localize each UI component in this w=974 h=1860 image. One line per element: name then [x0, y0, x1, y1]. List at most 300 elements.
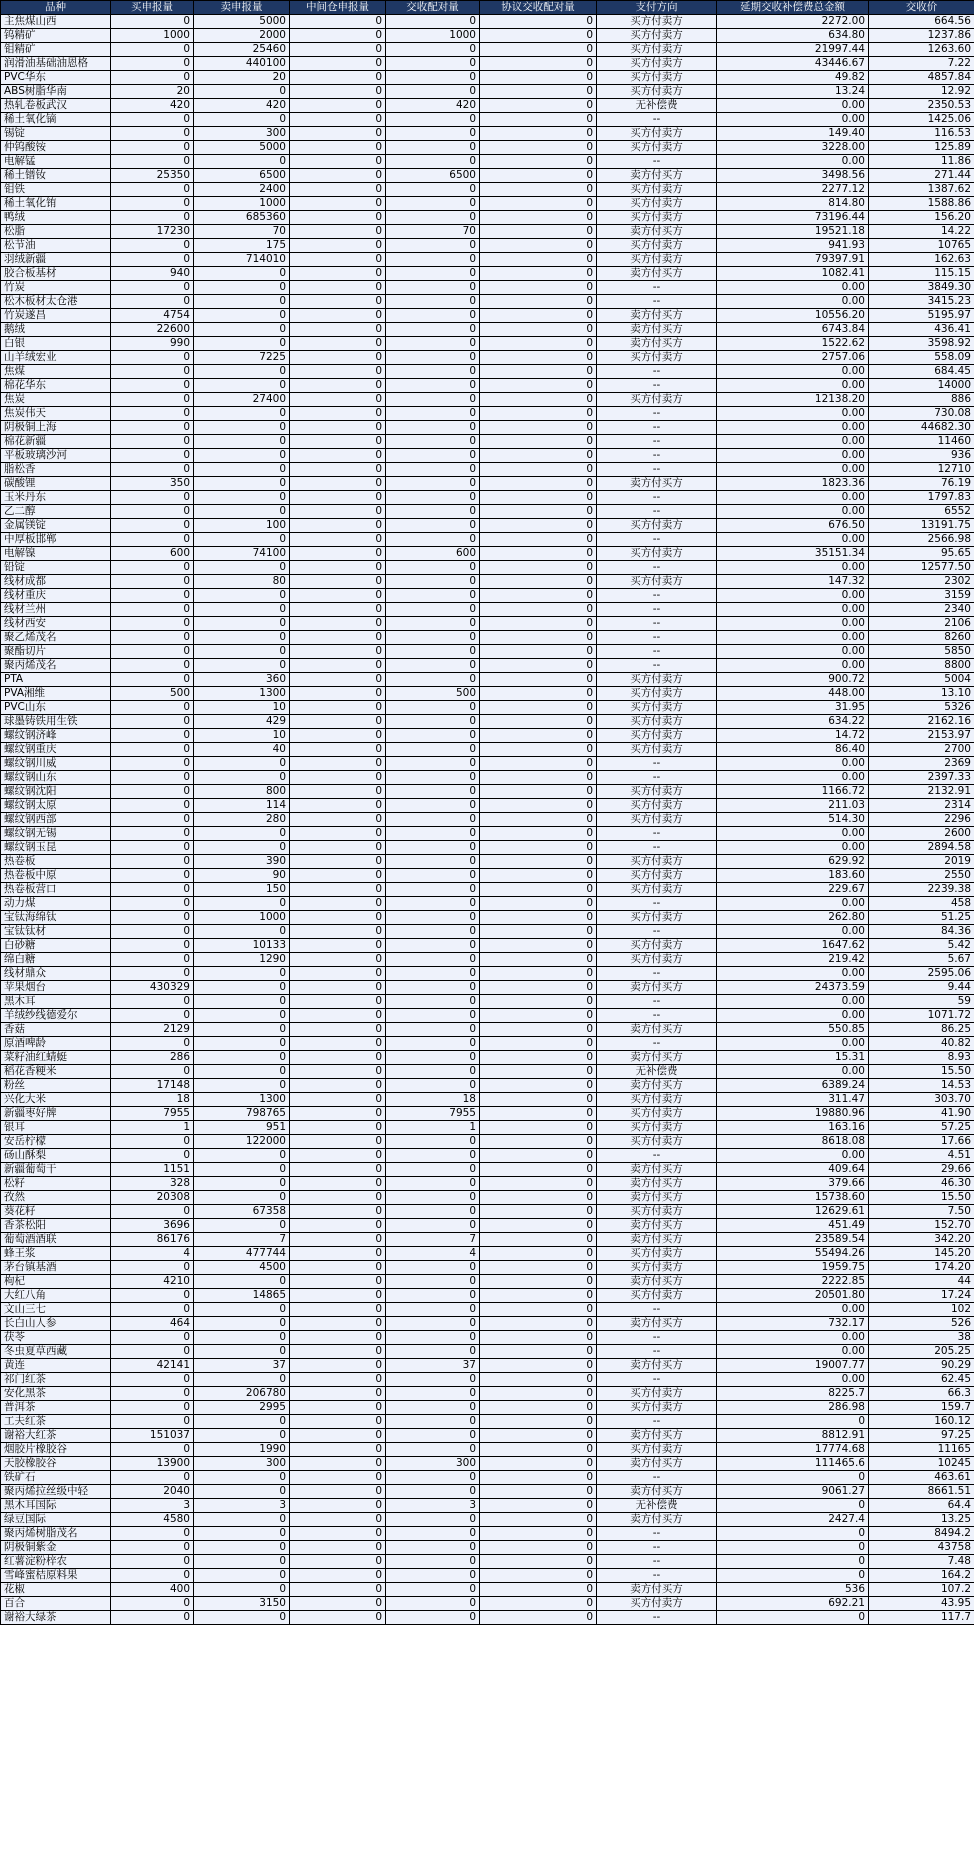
table-row — [1, 1303, 974, 1317]
cell-delivery-matched: 0 — [386, 505, 480, 519]
cell-buy-declared: 500 — [111, 687, 194, 701]
cell-variety: 粉丝 — [1, 1079, 111, 1093]
table-row — [1, 211, 974, 225]
table-body — [1, 15, 974, 1625]
cell-delivery-price: 2397.33 — [869, 771, 974, 785]
cell-buy-declared: 0 — [111, 1569, 194, 1583]
cell-delivery-matched: 4 — [386, 1247, 480, 1261]
cell-sell-declared: 0 — [194, 1219, 290, 1233]
cell-variety: 谢裕大红茶 — [1, 1429, 111, 1443]
cell-compensation-total: 0.00 — [717, 533, 869, 547]
cell-sell-declared: 7 — [194, 1233, 290, 1247]
cell-variety: 宝钛海绵钛 — [1, 911, 111, 925]
cell-sell-declared: 0 — [194, 85, 290, 99]
cell-buy-declared: 0 — [111, 911, 194, 925]
cell-variety: 黄连 — [1, 1359, 111, 1373]
table-row — [1, 1569, 974, 1583]
cell-compensation-total: 10556.20 — [717, 309, 869, 323]
cell-agreement-matched: 0 — [480, 1555, 597, 1569]
cell-intermediate-declared: 0 — [290, 519, 386, 533]
cell-delivery-price: 5004 — [869, 673, 974, 687]
cell-payment-direction: 买方付卖方 — [597, 1135, 717, 1149]
cell-agreement-matched: 0 — [480, 127, 597, 141]
cell-payment-direction: 买方付卖方 — [597, 1289, 717, 1303]
cell-delivery-price: 1797.83 — [869, 491, 974, 505]
cell-delivery-matched: 0 — [386, 603, 480, 617]
cell-variety: 聚酯切片 — [1, 645, 111, 659]
cell-delivery-price: 3598.92 — [869, 337, 974, 351]
cell-agreement-matched: 0 — [480, 267, 597, 281]
cell-variety: 螺纹钢川威 — [1, 757, 111, 771]
cell-sell-declared: 74100 — [194, 547, 290, 561]
cell-variety: 线材鼎众 — [1, 967, 111, 981]
cell-delivery-matched: 0 — [386, 1401, 480, 1415]
cell-variety: 螺纹钢太原 — [1, 799, 111, 813]
cell-sell-declared: 0 — [194, 323, 290, 337]
cell-intermediate-declared: 0 — [290, 855, 386, 869]
cell-variety: 花椒 — [1, 1583, 111, 1597]
cell-sell-declared: 206780 — [194, 1387, 290, 1401]
cell-payment-direction: 卖方付买方 — [597, 1079, 717, 1093]
cell-sell-declared: 0 — [194, 1611, 290, 1625]
cell-variety: 螺纹钢济峰 — [1, 729, 111, 743]
cell-compensation-total: 8225.7 — [717, 1387, 869, 1401]
cell-agreement-matched: 0 — [480, 1527, 597, 1541]
cell-intermediate-declared: 0 — [290, 561, 386, 575]
cell-delivery-matched: 0 — [386, 197, 480, 211]
cell-compensation-total: 0.00 — [717, 603, 869, 617]
cell-variety: 黑木耳国际 — [1, 1499, 111, 1513]
cell-compensation-total: 0.00 — [717, 113, 869, 127]
cell-sell-declared: 122000 — [194, 1135, 290, 1149]
table-row — [1, 1457, 974, 1471]
table-row — [1, 351, 974, 365]
cell-sell-declared: 150 — [194, 883, 290, 897]
cell-buy-declared: 0 — [111, 1065, 194, 1079]
cell-variety: 竹炭 — [1, 281, 111, 295]
cell-sell-declared: 0 — [194, 1317, 290, 1331]
cell-compensation-total: 13.24 — [717, 85, 869, 99]
cell-compensation-total: 0.00 — [717, 897, 869, 911]
cell-payment-direction: -- — [597, 463, 717, 477]
cell-agreement-matched: 0 — [480, 1219, 597, 1233]
cell-delivery-matched: 0 — [386, 267, 480, 281]
cell-intermediate-declared: 0 — [290, 225, 386, 239]
cell-intermediate-declared: 0 — [290, 295, 386, 309]
cell-delivery-price: 107.2 — [869, 1583, 974, 1597]
cell-intermediate-declared: 0 — [290, 1331, 386, 1345]
cell-sell-declared: 5000 — [194, 141, 290, 155]
table-row — [1, 267, 974, 281]
cell-compensation-total: 1823.36 — [717, 477, 869, 491]
cell-variety: 钨精矿 — [1, 29, 111, 43]
table-row — [1, 1429, 974, 1443]
cell-delivery-price: 4.51 — [869, 1149, 974, 1163]
table-row — [1, 85, 974, 99]
cell-variety: 脂松香 — [1, 463, 111, 477]
cell-payment-direction: 买方付卖方 — [597, 197, 717, 211]
cell-sell-declared: 685360 — [194, 211, 290, 225]
cell-sell-declared: 1000 — [194, 911, 290, 925]
cell-sell-declared: 300 — [194, 1457, 290, 1471]
cell-delivery-matched: 0 — [386, 1289, 480, 1303]
cell-delivery-matched: 0 — [386, 1261, 480, 1275]
cell-agreement-matched: 0 — [480, 1275, 597, 1289]
cell-buy-declared: 0 — [111, 379, 194, 393]
cell-agreement-matched: 0 — [480, 995, 597, 1009]
cell-delivery-matched: 0 — [386, 127, 480, 141]
cell-compensation-total: 0.00 — [717, 1065, 869, 1079]
cell-agreement-matched: 0 — [480, 421, 597, 435]
cell-buy-declared: 13900 — [111, 1457, 194, 1471]
cell-payment-direction: 卖方付买方 — [597, 1513, 717, 1527]
cell-intermediate-declared: 0 — [290, 1401, 386, 1415]
cell-variety: 绿豆国际 — [1, 1513, 111, 1527]
cell-agreement-matched: 0 — [480, 869, 597, 883]
cell-variety: 鸭绒 — [1, 211, 111, 225]
cell-agreement-matched: 0 — [480, 99, 597, 113]
cell-sell-declared: 0 — [194, 379, 290, 393]
cell-agreement-matched: 0 — [480, 1415, 597, 1429]
cell-payment-direction: -- — [597, 1569, 717, 1583]
table-row — [1, 939, 974, 953]
cell-delivery-price: 1588.86 — [869, 197, 974, 211]
cell-agreement-matched: 0 — [480, 351, 597, 365]
cell-payment-direction: 买方付卖方 — [597, 351, 717, 365]
cell-compensation-total: 0.00 — [717, 659, 869, 673]
cell-variety: 球墨铸铁用生铁 — [1, 715, 111, 729]
cell-delivery-price: 271.44 — [869, 169, 974, 183]
cell-delivery-matched: 0 — [386, 393, 480, 407]
cell-sell-declared: 25460 — [194, 43, 290, 57]
cell-buy-declared: 0 — [111, 1373, 194, 1387]
table-row — [1, 589, 974, 603]
cell-agreement-matched: 0 — [480, 1443, 597, 1457]
cell-buy-declared: 3 — [111, 1499, 194, 1513]
cell-intermediate-declared: 0 — [290, 239, 386, 253]
cell-delivery-price: 1387.62 — [869, 183, 974, 197]
cell-variety: 兴化大米 — [1, 1093, 111, 1107]
cell-agreement-matched: 0 — [480, 1289, 597, 1303]
cell-buy-declared: 0 — [111, 561, 194, 575]
table-row — [1, 813, 974, 827]
cell-intermediate-declared: 0 — [290, 701, 386, 715]
table-row — [1, 449, 974, 463]
cell-compensation-total: 111465.6 — [717, 1457, 869, 1471]
cell-variety: 锡锭 — [1, 127, 111, 141]
cell-variety: 葵花籽 — [1, 1205, 111, 1219]
cell-payment-direction: 买方付卖方 — [597, 911, 717, 925]
cell-variety: 鹅绒 — [1, 323, 111, 337]
cell-delivery-matched: 0 — [386, 897, 480, 911]
cell-delivery-price: 43.95 — [869, 1597, 974, 1611]
cell-buy-declared: 0 — [111, 57, 194, 71]
cell-delivery-matched: 0 — [386, 729, 480, 743]
cell-buy-declared: 0 — [111, 995, 194, 1009]
cell-buy-declared: 0 — [111, 1345, 194, 1359]
cell-agreement-matched: 0 — [480, 1149, 597, 1163]
cell-intermediate-declared: 0 — [290, 771, 386, 785]
cell-buy-declared: 0 — [111, 1135, 194, 1149]
cell-agreement-matched: 0 — [480, 645, 597, 659]
cell-intermediate-declared: 0 — [290, 29, 386, 43]
cell-variety: 仲钨酸铵 — [1, 141, 111, 155]
cell-variety: 松木板材太仓港 — [1, 295, 111, 309]
cell-delivery-price: 2019 — [869, 855, 974, 869]
cell-agreement-matched: 0 — [480, 785, 597, 799]
cell-payment-direction: 卖方付买方 — [597, 337, 717, 351]
cell-payment-direction: -- — [597, 295, 717, 309]
cell-delivery-price: 2566.98 — [869, 533, 974, 547]
cell-delivery-matched: 0 — [386, 799, 480, 813]
cell-variety: 安岳柠檬 — [1, 1135, 111, 1149]
cell-sell-declared: 0 — [194, 631, 290, 645]
cell-delivery-matched: 0 — [386, 701, 480, 715]
cell-intermediate-declared: 0 — [290, 281, 386, 295]
cell-variety: 线材西安 — [1, 617, 111, 631]
cell-intermediate-declared: 0 — [290, 547, 386, 561]
cell-compensation-total: 2427.4 — [717, 1513, 869, 1527]
cell-delivery-price: 14.53 — [869, 1079, 974, 1093]
cell-agreement-matched: 0 — [480, 631, 597, 645]
cell-compensation-total: 262.80 — [717, 911, 869, 925]
cell-variety: 中厚板邯郸 — [1, 533, 111, 547]
column-header-sell-declared: 卖申报量 — [194, 1, 290, 15]
cell-delivery-matched: 7 — [386, 1233, 480, 1247]
cell-compensation-total: 0 — [717, 1499, 869, 1513]
cell-delivery-price: 303.70 — [869, 1093, 974, 1107]
cell-payment-direction: 卖方付买方 — [597, 323, 717, 337]
cell-buy-declared: 1151 — [111, 1163, 194, 1177]
cell-intermediate-declared: 0 — [290, 113, 386, 127]
cell-payment-direction: 买方付卖方 — [597, 211, 717, 225]
cell-buy-declared: 0 — [111, 533, 194, 547]
cell-delivery-price: 59 — [869, 995, 974, 1009]
cell-delivery-matched: 0 — [386, 589, 480, 603]
cell-buy-declared: 4 — [111, 1247, 194, 1261]
cell-delivery-price: 2296 — [869, 813, 974, 827]
cell-delivery-matched: 0 — [386, 631, 480, 645]
cell-buy-declared: 990 — [111, 337, 194, 351]
cell-variety: 玉米丹东 — [1, 491, 111, 505]
cell-intermediate-declared: 0 — [290, 869, 386, 883]
cell-sell-declared: 27400 — [194, 393, 290, 407]
table-row — [1, 575, 974, 589]
cell-variety: PVA湘维 — [1, 687, 111, 701]
cell-delivery-price: 13.25 — [869, 1513, 974, 1527]
cell-payment-direction: 买方付卖方 — [597, 127, 717, 141]
cell-delivery-matched: 0 — [386, 1331, 480, 1345]
cell-buy-declared: 0 — [111, 197, 194, 211]
cell-delivery-matched: 1 — [386, 1121, 480, 1135]
cell-payment-direction: 无补偿费 — [597, 1065, 717, 1079]
cell-sell-declared: 0 — [194, 1009, 290, 1023]
table-row — [1, 771, 974, 785]
cell-compensation-total: 0 — [717, 1415, 869, 1429]
cell-agreement-matched: 0 — [480, 169, 597, 183]
cell-compensation-total: 21997.44 — [717, 43, 869, 57]
cell-variety: 钼铁 — [1, 183, 111, 197]
cell-agreement-matched: 0 — [480, 1471, 597, 1485]
cell-agreement-matched: 0 — [480, 701, 597, 715]
cell-delivery-matched: 300 — [386, 1457, 480, 1471]
cell-variety: 松脂 — [1, 225, 111, 239]
cell-delivery-matched: 0 — [386, 883, 480, 897]
cell-sell-declared: 0 — [194, 1485, 290, 1499]
cell-compensation-total: 14.72 — [717, 729, 869, 743]
cell-delivery-matched: 0 — [386, 365, 480, 379]
cell-delivery-matched: 0 — [386, 1205, 480, 1219]
cell-payment-direction: -- — [597, 1037, 717, 1051]
cell-intermediate-declared: 0 — [290, 1415, 386, 1429]
cell-sell-declared: 0 — [194, 1065, 290, 1079]
cell-buy-declared: 7955 — [111, 1107, 194, 1121]
cell-delivery-matched: 0 — [386, 463, 480, 477]
cell-compensation-total: 6743.84 — [717, 323, 869, 337]
cell-agreement-matched: 0 — [480, 1429, 597, 1443]
cell-variety: PVC山东 — [1, 701, 111, 715]
cell-delivery-price: 1237.86 — [869, 29, 974, 43]
cell-variety: 稻花香粳米 — [1, 1065, 111, 1079]
cell-agreement-matched: 0 — [480, 183, 597, 197]
cell-payment-direction: 买方付卖方 — [597, 393, 717, 407]
cell-delivery-matched: 0 — [386, 1079, 480, 1093]
cell-payment-direction: -- — [597, 645, 717, 659]
cell-sell-declared: 0 — [194, 1513, 290, 1527]
cell-intermediate-declared: 0 — [290, 631, 386, 645]
cell-delivery-price: 2894.58 — [869, 841, 974, 855]
cell-compensation-total: 0.00 — [717, 925, 869, 939]
cell-agreement-matched: 0 — [480, 1541, 597, 1555]
cell-variety: 热卷板中原 — [1, 869, 111, 883]
cell-delivery-matched: 0 — [386, 351, 480, 365]
table-row — [1, 43, 974, 57]
cell-compensation-total: 12629.61 — [717, 1205, 869, 1219]
cell-compensation-total: 17774.68 — [717, 1443, 869, 1457]
cell-compensation-total: 634.22 — [717, 715, 869, 729]
cell-buy-declared: 2129 — [111, 1023, 194, 1037]
cell-delivery-matched: 0 — [386, 757, 480, 771]
cell-buy-declared: 0 — [111, 701, 194, 715]
cell-delivery-price: 152.70 — [869, 1219, 974, 1233]
cell-intermediate-declared: 0 — [290, 715, 386, 729]
cell-agreement-matched: 0 — [480, 57, 597, 71]
cell-delivery-matched: 0 — [386, 967, 480, 981]
cell-sell-declared: 0 — [194, 449, 290, 463]
cell-delivery-matched: 0 — [386, 43, 480, 57]
cell-delivery-price: 2106 — [869, 617, 974, 631]
cell-agreement-matched: 0 — [480, 29, 597, 43]
table-row — [1, 883, 974, 897]
cell-delivery-price: 57.25 — [869, 1121, 974, 1135]
cell-buy-declared: 0 — [111, 407, 194, 421]
cell-compensation-total: 286.98 — [717, 1401, 869, 1415]
cell-agreement-matched: 0 — [480, 1597, 597, 1611]
cell-intermediate-declared: 0 — [290, 379, 386, 393]
cell-delivery-price: 684.45 — [869, 365, 974, 379]
cell-payment-direction: 卖方付买方 — [597, 1163, 717, 1177]
cell-sell-declared: 0 — [194, 1191, 290, 1205]
cell-sell-declared: 0 — [194, 1583, 290, 1597]
cell-buy-declared: 4580 — [111, 1513, 194, 1527]
cell-buy-declared: 0 — [111, 1415, 194, 1429]
cell-intermediate-declared: 0 — [290, 925, 386, 939]
cell-intermediate-declared: 0 — [290, 43, 386, 57]
table-row — [1, 1555, 974, 1569]
cell-agreement-matched: 0 — [480, 113, 597, 127]
cell-sell-declared: 0 — [194, 421, 290, 435]
cell-intermediate-declared: 0 — [290, 1303, 386, 1317]
cell-intermediate-declared: 0 — [290, 1037, 386, 1051]
cell-agreement-matched: 0 — [480, 393, 597, 407]
cell-sell-declared: 3150 — [194, 1597, 290, 1611]
cell-intermediate-declared: 0 — [290, 253, 386, 267]
cell-delivery-matched: 0 — [386, 183, 480, 197]
cell-delivery-price: 115.15 — [869, 267, 974, 281]
cell-compensation-total: 0.00 — [717, 421, 869, 435]
cell-intermediate-declared: 0 — [290, 589, 386, 603]
cell-delivery-matched: 0 — [386, 113, 480, 127]
cell-delivery-matched: 0 — [386, 981, 480, 995]
table-row — [1, 953, 974, 967]
table-row — [1, 1471, 974, 1485]
table-row — [1, 365, 974, 379]
cell-delivery-matched: 0 — [386, 575, 480, 589]
cell-buy-declared: 0 — [111, 1037, 194, 1051]
cell-compensation-total: 6389.24 — [717, 1079, 869, 1093]
cell-compensation-total: 0.00 — [717, 155, 869, 169]
cell-intermediate-declared: 0 — [290, 883, 386, 897]
cell-intermediate-declared: 0 — [290, 99, 386, 113]
cell-compensation-total: 0.00 — [717, 1009, 869, 1023]
cell-delivery-price: 2550 — [869, 869, 974, 883]
cell-delivery-price: 2700 — [869, 743, 974, 757]
cell-delivery-price: 8.93 — [869, 1051, 974, 1065]
cell-intermediate-declared: 0 — [290, 1079, 386, 1093]
cell-agreement-matched: 0 — [480, 743, 597, 757]
cell-intermediate-declared: 0 — [290, 1527, 386, 1541]
cell-delivery-price: 2595.06 — [869, 967, 974, 981]
cell-payment-direction: -- — [597, 1303, 717, 1317]
cell-agreement-matched: 0 — [480, 435, 597, 449]
cell-compensation-total: 0.00 — [717, 631, 869, 645]
cell-agreement-matched: 0 — [480, 1373, 597, 1387]
cell-payment-direction: -- — [597, 617, 717, 631]
cell-intermediate-declared: 0 — [290, 15, 386, 29]
cell-agreement-matched: 0 — [480, 505, 597, 519]
cell-delivery-matched: 0 — [386, 421, 480, 435]
cell-delivery-price: 97.25 — [869, 1429, 974, 1443]
cell-delivery-matched: 0 — [386, 617, 480, 631]
cell-intermediate-declared: 0 — [290, 463, 386, 477]
cell-buy-declared: 4210 — [111, 1275, 194, 1289]
cell-sell-declared: 477744 — [194, 1247, 290, 1261]
table-row — [1, 183, 974, 197]
cell-compensation-total: 0 — [717, 1611, 869, 1625]
cell-intermediate-declared: 0 — [290, 1177, 386, 1191]
cell-variety: 焦炭伟天 — [1, 407, 111, 421]
cell-payment-direction: 买方付卖方 — [597, 547, 717, 561]
cell-sell-declared: 0 — [194, 995, 290, 1009]
cell-agreement-matched: 0 — [480, 1359, 597, 1373]
table-row — [1, 1065, 974, 1079]
cell-sell-declared: 0 — [194, 967, 290, 981]
cell-agreement-matched: 0 — [480, 841, 597, 855]
cell-sell-declared: 429 — [194, 715, 290, 729]
cell-delivery-price: 2600 — [869, 827, 974, 841]
cell-variety: 红薯淀粉梓农 — [1, 1555, 111, 1569]
table-row — [1, 1331, 974, 1345]
